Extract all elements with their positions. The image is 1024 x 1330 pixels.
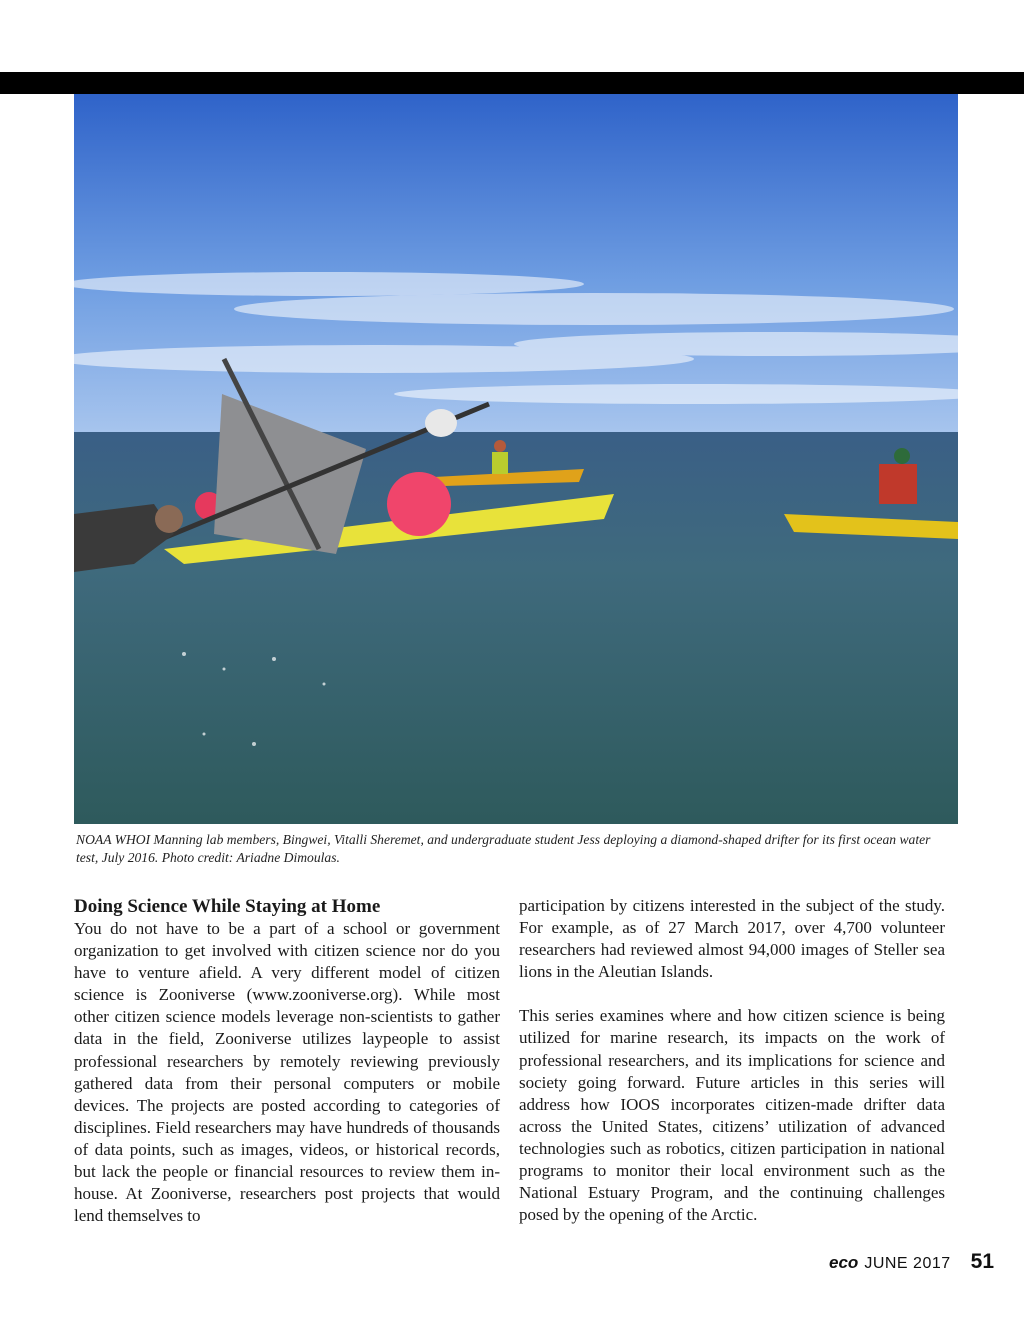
magazine-name: eco bbox=[829, 1253, 859, 1272]
issue-date: JUNE 2017 bbox=[864, 1255, 951, 1272]
article-column-left bbox=[74, 895, 500, 1227]
section-heading: Doing Science While Staying at Home bbox=[74, 896, 381, 917]
article-photo bbox=[74, 94, 958, 824]
page-number: 51 bbox=[970, 1250, 994, 1273]
photo-caption: NOAA WHOI Manning lab members, Bingwei, Vitalli Sheremet, and undergraduate student Jess deploying a diamond-shaped drifter for its first ocean water test, July 2016. Photo credit: Ariadne Dimoulas. bbox=[76, 832, 931, 865]
top-black-bar bbox=[0, 72, 1024, 94]
body-paragraph: This series examines where and how citizen science is being utilized for marine research, its impacts on the work of professional researchers, and its implications for science and society going forward. Future articles in this series will address how IOOS incorporates citizen-made drifter data across the United States, citizens’ utilization of advanced technologies such as robotics, citizen participation in national programs to monitor their local environment such as the National Estuary Program, and the continuing challenges posed by the opening of the Arctic. bbox=[519, 1006, 945, 1225]
body-paragraph: participation by citizens interested in the subject of the study. For example, as of 27 March 2017, over 4,700 volunteer researchers had reviewed almost 94,000 images of Steller sea lions in the Aleutian Islands. bbox=[519, 896, 945, 982]
page-footer bbox=[829, 1250, 994, 1274]
body-paragraph: You do not have to be a part of a school or government organization to get involved with citizen science nor do you have to venture afield. A very different model of citizen science is Zooniverse (www.zooniverse.org). While most other citizen science models leverage non-scientists to gather data in the field, Zooniverse utilizes laypeople to assist professional researchers by remotely reviewing previously gathered data from their personal computers or mobile devices. The projects are posted according to categories of disciplines. Field researchers may have hundreds of thousands of data points, such as images, videos, or historical records, but lack the people or financial resources to review them in-house. At Zooniverse, researchers post projects that would lend themselves to bbox=[74, 919, 500, 1226]
article-column-right bbox=[519, 895, 945, 1226]
